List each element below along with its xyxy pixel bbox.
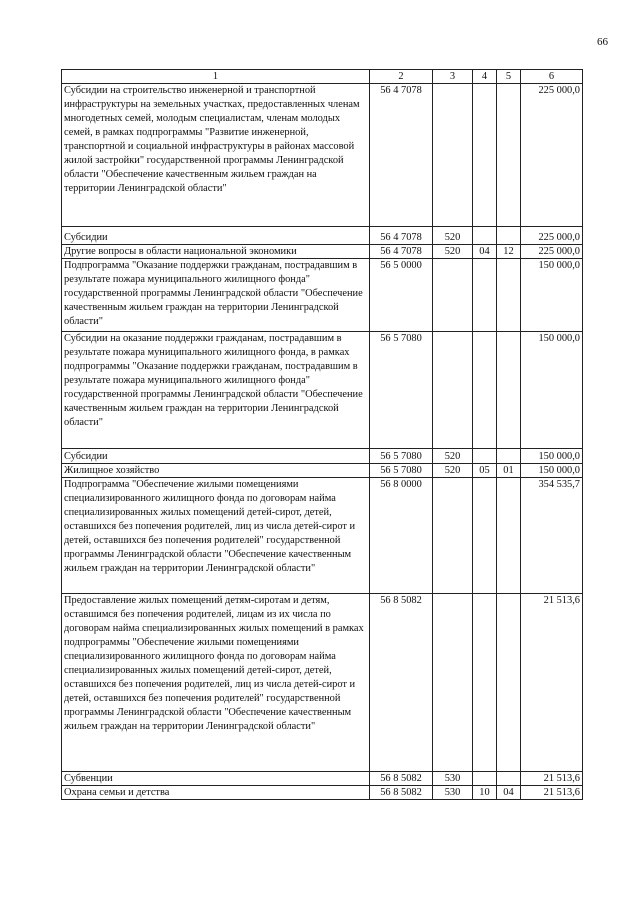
row-col3: 520: [433, 449, 473, 464]
row-code: 56 5 0000: [370, 259, 433, 332]
header-cell: 4: [473, 70, 497, 84]
row-col4: [473, 478, 497, 594]
header-cell: 3: [433, 70, 473, 84]
row-col3: [433, 478, 473, 594]
row-col5: 04: [497, 786, 521, 800]
page-number: 66: [597, 36, 608, 48]
table-row: [62, 227, 583, 245]
row-name: Субсидии на оказание поддержки гражданам, пострадавшим в результате пожара муниципального жилищного фонда, в рамках подпрограммы "Оказание поддержки гражданам, пострадавшим в результате пожара муниципального жилищного фонда" государственной программы Ленинградской области "Обеспечение качественным жильем граждан на территории Ленинградской области": [62, 332, 370, 449]
row-col5: [497, 332, 521, 449]
row-amount: 225 000,0: [521, 84, 583, 227]
table-row: [62, 464, 583, 478]
header-cell: 5: [497, 70, 521, 84]
row-code: 56 8 5082: [370, 594, 433, 772]
table-row: [62, 478, 583, 594]
table-row: [62, 259, 583, 332]
table-row: [62, 84, 583, 227]
row-col3: [433, 84, 473, 227]
row-col4: 10: [473, 786, 497, 800]
row-amount: 354 535,7: [521, 478, 583, 594]
row-amount: 21 513,6: [521, 772, 583, 786]
row-col5: [497, 227, 521, 245]
row-amount: 150 000,0: [521, 449, 583, 464]
row-col3: [433, 259, 473, 332]
row-col4: 05: [473, 464, 497, 478]
row-col3: 530: [433, 786, 473, 800]
row-col3: [433, 594, 473, 772]
row-amount: 21 513,6: [521, 594, 583, 772]
row-col5: [497, 594, 521, 772]
row-col5: [497, 84, 521, 227]
table-row: [62, 594, 583, 772]
row-name: Субсидии на строительство инженерной и транспортной инфраструктуры на земельных участках, предоставленных членам многодетных семей, молодым специалистам, членам молодых семей, в рамках подпрограммы "Развитие инженерной, транспортной и социальной инфраструктуры в районах массовой жилой застройки" государственной программы Ленинградской области "Обеспечение качественным жильем граждан на территории Ленинградской области": [62, 84, 370, 227]
row-code: 56 5 7080: [370, 464, 433, 478]
header-cell: 1: [62, 70, 370, 84]
row-amount: 225 000,0: [521, 227, 583, 245]
budget-table: [61, 69, 583, 800]
row-col3: 530: [433, 772, 473, 786]
table-row: [62, 786, 583, 800]
row-code: 56 8 5082: [370, 786, 433, 800]
row-col3: 520: [433, 227, 473, 245]
row-col5: [497, 259, 521, 332]
row-name: Предоставление жилых помещений детям-сиротам и детям, оставшимся без попечения родителей, лицам из их числа по договорам найма специализированных жилых помещений в рамках подпрограммы "Обеспечение жилыми помещениями специализированного жилищного фонда по договорам найма специализированных жилых помещений детей-сирот, детей, оставшихся без попечения родителей, лиц из числа детей-сирот и детей, оставшихся без попечения родителей" государственной программы Ленинградской области "Обеспечение качественным жильем граждан на территории Ленинградской области": [62, 594, 370, 772]
row-col4: [473, 449, 497, 464]
row-code: 56 4 7078: [370, 245, 433, 259]
row-col5: [497, 772, 521, 786]
row-name: Охрана семьи и детства: [62, 786, 370, 800]
row-code: 56 5 7080: [370, 332, 433, 449]
row-col4: [473, 332, 497, 449]
row-code: 56 5 7080: [370, 449, 433, 464]
row-amount: 225 000,0: [521, 245, 583, 259]
row-amount: 150 000,0: [521, 464, 583, 478]
row-col5: 12: [497, 245, 521, 259]
row-col4: [473, 772, 497, 786]
header-cell: 6: [521, 70, 583, 84]
table-header-row: [62, 70, 583, 84]
row-amount: 150 000,0: [521, 259, 583, 332]
row-col3: [433, 332, 473, 449]
row-col4: [473, 259, 497, 332]
row-name: Другие вопросы в области национальной экономики: [62, 245, 370, 259]
row-col4: [473, 594, 497, 772]
row-col4: [473, 227, 497, 245]
row-col4: [473, 84, 497, 227]
row-col5: [497, 478, 521, 594]
row-name: Подпрограмма "Оказание поддержки гражданам, пострадавшим в результате пожара муниципального жилищного фонда" государственной программы Ленинградской области "Обеспечение качественным жильем граждан на территории Ленинградской области": [62, 259, 370, 332]
table-row: [62, 449, 583, 464]
table-row: [62, 772, 583, 786]
row-code: 56 8 0000: [370, 478, 433, 594]
row-col3: 520: [433, 464, 473, 478]
row-col4: 04: [473, 245, 497, 259]
table-row: [62, 332, 583, 449]
row-col5: [497, 449, 521, 464]
row-name: Субсидии: [62, 449, 370, 464]
row-code: 56 4 7078: [370, 84, 433, 227]
row-name: Подпрограмма "Обеспечение жилыми помещениями специализированного жилищного фонда по договорам найма специализированных жилых помещений детей-сирот, детей, оставшихся без попечения родителей, лиц из числа детей-сирот и детей, оставшихся без попечения родителей" государственной программы Ленинградской области "Обеспечение качественным жильем граждан на территории Ленинградской области": [62, 478, 370, 594]
header-cell: 2: [370, 70, 433, 84]
row-code: 56 4 7078: [370, 227, 433, 245]
table-row: [62, 245, 583, 259]
row-amount: 150 000,0: [521, 332, 583, 449]
row-col3: 520: [433, 245, 473, 259]
row-name: Субвенции: [62, 772, 370, 786]
row-name: Субсидии: [62, 227, 370, 245]
row-amount: 21 513,6: [521, 786, 583, 800]
row-name: Жилищное хозяйство: [62, 464, 370, 478]
row-code: 56 8 5082: [370, 772, 433, 786]
row-col5: 01: [497, 464, 521, 478]
